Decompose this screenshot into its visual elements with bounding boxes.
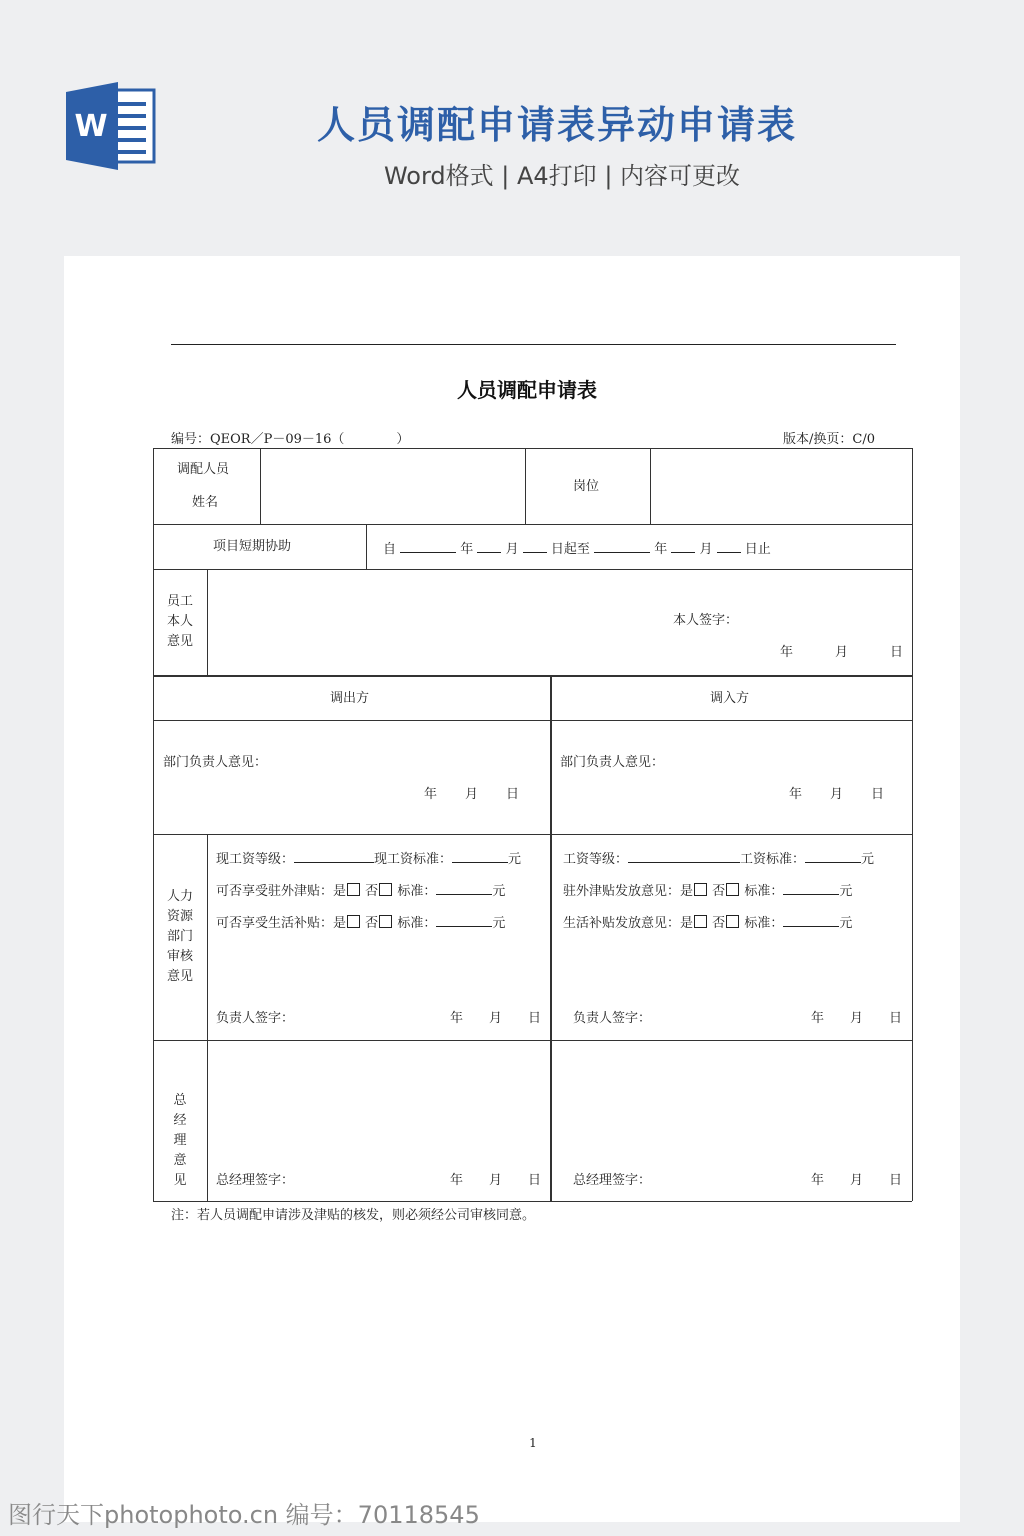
transfer-out-label: 调出方 [330,691,370,706]
form-code: 编号：QEOR／P－09－16（ ） [171,432,410,447]
out-subsidy-line: 可否享受生活补贴：是 否 标准： 元 [216,916,506,931]
out-allowance-line: 可否享受驻外津贴：是 否 标准： 元 [216,884,506,899]
watermark: 图行天下photophoto.cn 编号：70118545 [8,1501,480,1529]
checkbox-yes[interactable] [694,883,707,896]
in-salary-line: 工资等级： 工资标准： 元 [563,852,875,867]
header-rule [171,344,896,345]
name-label-line1: 调配人员 [177,462,230,477]
checkbox-yes[interactable] [694,915,707,928]
out-hr-date: 年 月 日 [450,1011,542,1026]
in-dept-date: 年 月 日 [789,787,885,802]
gm-opinion-label: 总经理意见 [173,1093,187,1188]
out-dept-date: 年 月 日 [424,787,520,802]
out-gm-date: 年 月 日 [450,1173,542,1188]
out-dept-opinion: 部门负责人意见： [163,755,268,770]
in-hr-sign-label: 负责人签字： [573,1011,652,1026]
in-dept-opinion: 部门负责人意见： [560,755,665,770]
in-subsidy-line: 生活补贴发放意见：是 否 标准： 元 [563,916,853,931]
checkbox-no[interactable] [379,883,392,896]
out-salary-line: 现工资等级： 现工资标准： 元 [216,852,522,867]
date-range: 自 年 月 日起至 年 月 日止 [383,542,771,557]
checkbox-yes[interactable] [347,915,360,928]
form-title: 人员调配申请表 [457,378,597,402]
checkbox-no[interactable] [726,915,739,928]
in-allowance-line: 驻外津贴发放意见：是 否 标准： 元 [563,884,853,899]
name-label-line2: 姓名 [192,495,219,510]
short-term-label: 项目短期协助 [213,539,292,554]
transfer-in-label: 调入方 [710,691,750,706]
word-logo-letter: W [74,109,108,144]
in-gm-sign-label: 总经理签字： [573,1173,652,1188]
page-subtitle: Word格式 | A4打印 | 内容可更改 [383,162,741,190]
out-gm-sign-label: 总经理签字： [216,1173,295,1188]
in-gm-date: 年 月 日 [811,1173,903,1188]
in-hr-date: 年 月 日 [811,1011,903,1026]
form-note: 注：若人员调配申请涉及津贴的核发，则必须经公司审核同意。 [171,1208,536,1223]
post-label: 岗位 [573,479,600,494]
page-number: 1 [529,1436,537,1450]
employee-sign-label: 本人签字： [673,613,739,628]
document-page [64,256,960,1522]
checkbox-no[interactable] [379,915,392,928]
hr-review-label: 人力资源部门审核意见 [166,889,193,984]
checkbox-no[interactable] [726,883,739,896]
page-title: 人员调配申请表异动申请表 [316,103,797,147]
form-version: 版本/换页：C/0 [783,432,875,447]
employee-opinion-label: 员工本人意见 [166,594,193,649]
employee-date: 年 月 日 [780,645,904,660]
out-hr-sign-label: 负责人签字： [216,1011,295,1026]
checkbox-yes[interactable] [347,883,360,896]
